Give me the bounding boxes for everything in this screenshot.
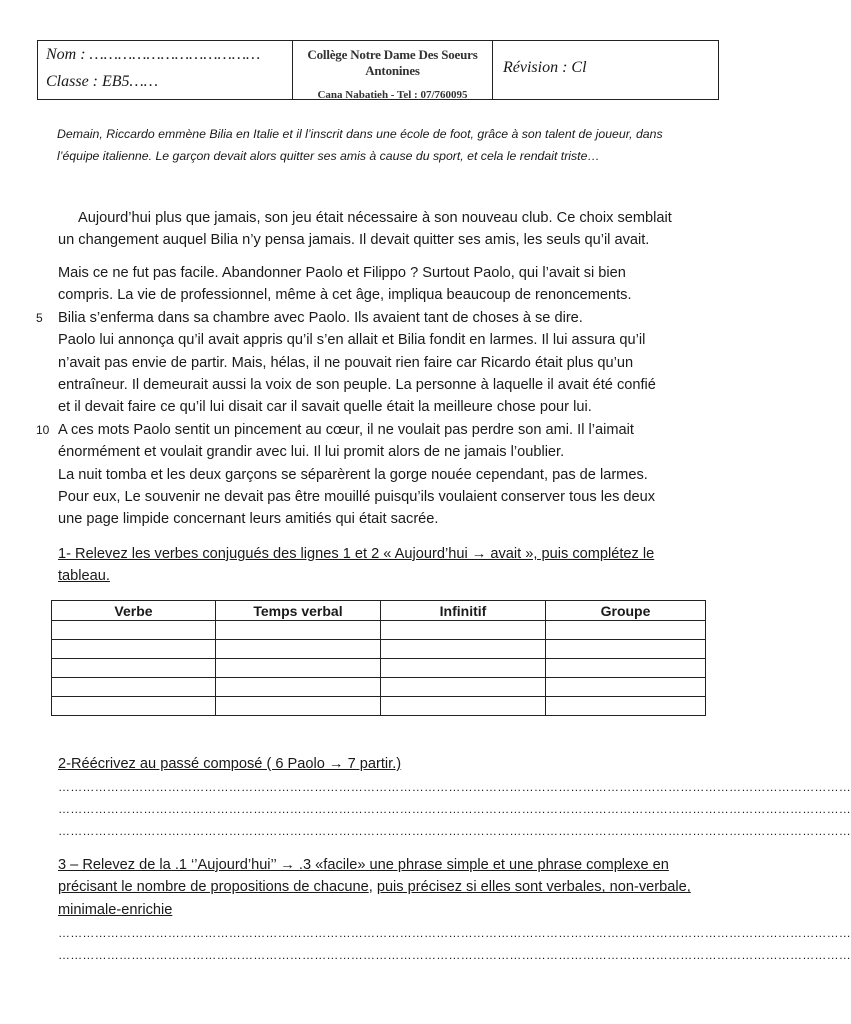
line-number-10: 10 — [36, 422, 50, 437]
school-name: Collège Notre Dame Des Soeurs Antonines — [307, 47, 478, 78]
line-number-5: 5 — [36, 310, 43, 325]
text-paragraph-1 — [58, 207, 708, 252]
table-row — [52, 659, 706, 678]
answer-line[interactable]: …………………………………………………………………………………………………………………………………………………………………………… — [58, 948, 851, 962]
classe-field: Classe : EB5…… — [46, 73, 158, 90]
table-cell[interactable] — [216, 697, 381, 716]
text-line: un changement auquel Bilia n’y pensa jamais. Il devait quitter ses amis, les seuls qu’il avait. — [58, 232, 650, 249]
header-box — [37, 40, 719, 100]
text-line-10 — [36, 419, 708, 441]
text-line: compris. La vie de professionnel, même à cet âge, impliqua beaucoup de renoncements. — [58, 287, 632, 304]
table-cell[interactable] — [381, 697, 546, 716]
school-address: Cana Nabatieh - Tel : 07/760095 — [317, 89, 468, 101]
table-cell[interactable] — [52, 697, 216, 716]
intro-paragraph: Demain, Riccardo emmène Bilia en Italie et il l’inscrit dans une école de foot, grâce à son talent de joueur, dans l’équipe italienne. Le garçon devait alors quitter ses amis à cause du sport, et cela le rendait triste… — [57, 127, 663, 163]
table-row — [52, 640, 706, 659]
col-temps-verbal: Temps verbal — [216, 601, 381, 621]
text-line-content: A ces mots Paolo sentit un pincement au cœur, il ne voulait pas perdre son ami. Il l’aimait — [58, 421, 634, 438]
table-cell[interactable] — [546, 621, 706, 640]
table-cell[interactable] — [546, 678, 706, 697]
text-line-5 — [36, 307, 708, 329]
table-cell[interactable] — [216, 621, 381, 640]
col-verbe: Verbe — [52, 601, 216, 621]
question-2-text: 2-Réécrivez au passé composé ( 6 Paolo → 7 partir.) — [58, 756, 402, 772]
revision-title: Révision : Cl — [503, 59, 587, 76]
table-cell[interactable] — [52, 678, 216, 697]
table-cell[interactable] — [381, 659, 546, 678]
text-line: La nuit tomba et les deux garçons se séparèrent la gorge nouée cependant, pas de larmes. — [58, 466, 648, 483]
table-row — [52, 621, 706, 640]
table-cell[interactable] — [546, 640, 706, 659]
table-cell[interactable] — [52, 659, 216, 678]
table-row — [52, 678, 706, 697]
text-line: énormément et voulait grandir avec lui. Il lui promit alors de ne jamais l’oublier. — [58, 444, 565, 461]
table-header-row — [52, 601, 706, 621]
text-line-content: Bilia s’enferma dans sa chambre avec Paolo. Ils avaient tant de choses à se dire. — [58, 309, 583, 326]
question-1-text: 1- Relevez les verbes conjugués des lignes 1 et 2 « Aujourd’hui → avait », puis complétez le tableau. — [58, 546, 655, 585]
col-infinitif: Infinitif — [381, 601, 546, 621]
col-groupe: Groupe — [546, 601, 706, 621]
text-line: une page limpide concernant leurs amitiés qui était sacrée. — [58, 511, 439, 528]
nom-field: Nom : ……………………………… — [46, 46, 261, 63]
table-cell[interactable] — [52, 621, 216, 640]
text-line: et il devait faire ce qu’il lui disait car il savait quelle était la meilleure chose pour lui. — [58, 399, 592, 416]
answer-line[interactable]: …………………………………………………………………………………………………………………………………………………………………………… — [58, 780, 851, 794]
table-row — [52, 697, 706, 716]
table-cell[interactable] — [216, 659, 381, 678]
text-line: n’avait pas envie de partir. Mais, hélas, il ne pouvait rien faire car Ricardo était plus qu’un — [58, 354, 634, 371]
answer-line[interactable]: …………………………………………………………………………………………………………………………………………………………………………… — [58, 802, 851, 816]
question-3-sep: , — [368, 879, 377, 896]
text-line: Pour eux, Le souvenir ne devait pas être mouillé puisqu’ils voulaient conserver tous les deux — [58, 488, 656, 505]
question-3 — [58, 854, 698, 921]
answer-line[interactable]: …………………………………………………………………………………………………………………………………………………………………………… — [58, 926, 851, 940]
question-3-part2: puis précisez si elles sont verbales, non-verbale, minimale-enrichie — [58, 879, 691, 918]
text-line: Paolo lui annonça qu’il avait appris qu’il s’en allait et Bilia fondit en larmes. Il lui assura qu’il — [58, 332, 646, 349]
table-cell[interactable] — [216, 678, 381, 697]
text-line: entraîneur. Il demeurait aussi la voix de son peuple. La personne à laquelle il avait été confié — [58, 376, 656, 393]
text-line: Aujourd’hui plus que jamais, son jeu était nécessaire à son nouveau club. Ce choix semblait — [78, 210, 672, 226]
table-cell[interactable] — [216, 640, 381, 659]
student-info — [38, 41, 293, 99]
text-paragraph-2 — [36, 262, 708, 531]
table-cell[interactable] — [546, 659, 706, 678]
question-1 — [58, 543, 698, 588]
text-line: Mais ce ne fut pas facile. Abandonner Paolo et Filippo ? Surtout Paolo, qui l’avait si bien — [58, 265, 626, 281]
table-cell[interactable] — [381, 678, 546, 697]
question-3-part1: 3 – Relevez de la .1 ‘’Aujourd’hui’’ → .3 «facile» une phrase simple et une phrase complexe en précisant le nombre de propositions de chacune — [58, 857, 669, 896]
table-cell[interactable] — [381, 621, 546, 640]
table-cell[interactable] — [381, 640, 546, 659]
school-logo — [293, 41, 493, 99]
question-2 — [58, 753, 698, 775]
table-cell[interactable] — [546, 697, 706, 716]
verb-table — [51, 600, 706, 716]
answer-line[interactable]: …………………………………………………………………………………………………………………………………………………………………………… — [58, 824, 851, 838]
table-cell[interactable] — [52, 640, 216, 659]
